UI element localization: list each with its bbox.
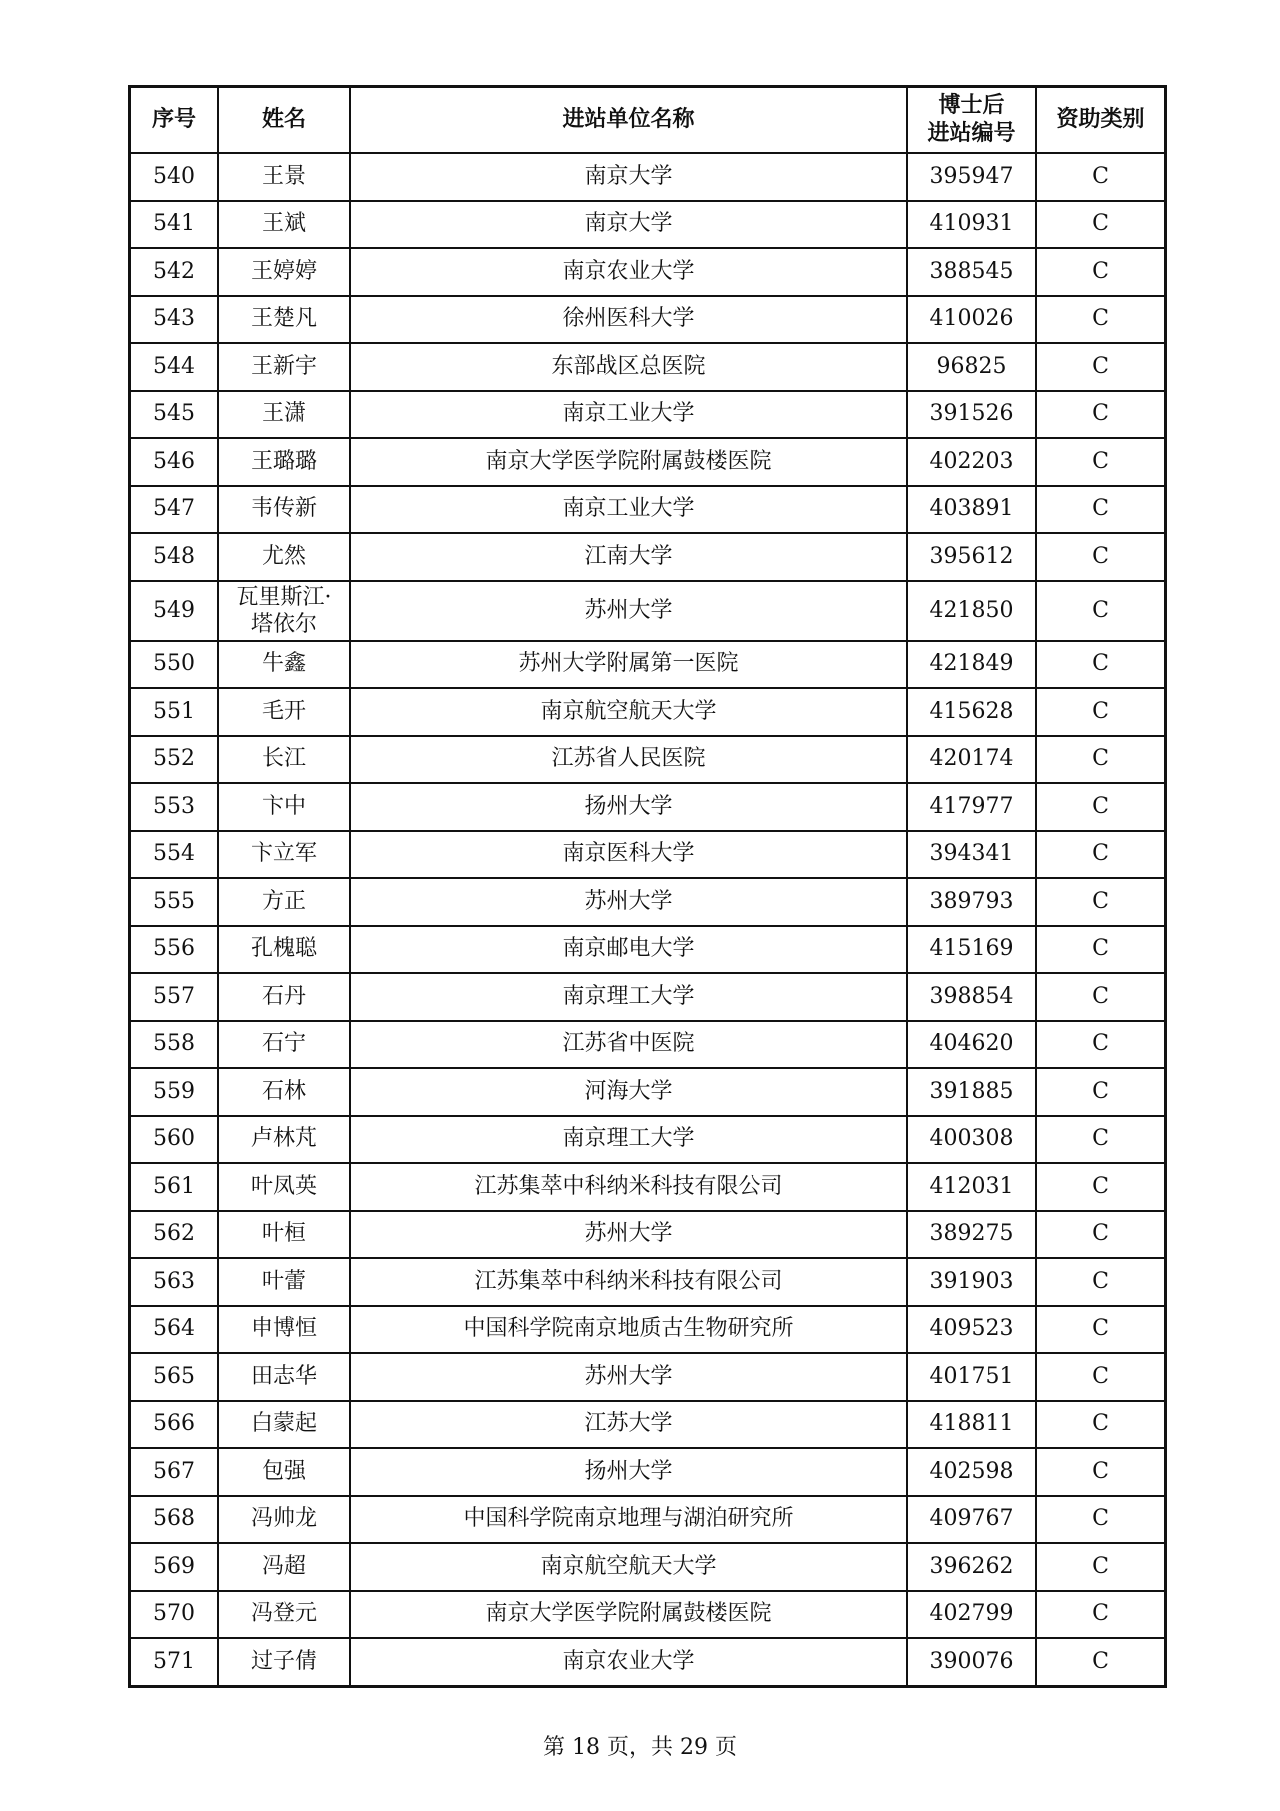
cell-unit: 南京邮电大学 xyxy=(350,926,907,974)
cell-type: C xyxy=(1036,1258,1166,1306)
cell-name: 王新宇 xyxy=(218,343,350,391)
cell-name: 王楚凡 xyxy=(218,296,350,344)
table-row xyxy=(130,486,1166,534)
table-row xyxy=(130,1163,1166,1211)
cell-type: C xyxy=(1036,1638,1166,1686)
cell-code: 418811 xyxy=(907,1401,1036,1449)
cell-type: C xyxy=(1036,1401,1166,1449)
cell-name: 王潇 xyxy=(218,391,350,439)
table-row xyxy=(130,533,1166,581)
cell-name: 包强 xyxy=(218,1448,350,1496)
cell-code: 415628 xyxy=(907,688,1036,736)
cell-index: 540 xyxy=(130,153,219,201)
postdoc-funding-table xyxy=(128,85,1167,1688)
table-row xyxy=(130,153,1166,201)
cell-code: 410026 xyxy=(907,296,1036,344)
table-row xyxy=(130,1306,1166,1354)
cell-code: 391903 xyxy=(907,1258,1036,1306)
cell-name-line2: 塔依尔 xyxy=(250,611,317,637)
cell-unit: 江苏省人民医院 xyxy=(350,736,907,784)
cell-type: C xyxy=(1036,1021,1166,1069)
cell-code: 395612 xyxy=(907,533,1036,581)
table-row xyxy=(130,878,1166,926)
table-row xyxy=(130,736,1166,784)
cell-unit: 南京工业大学 xyxy=(350,391,907,439)
cell-name: 过子倩 xyxy=(218,1638,350,1686)
cell-code: 390076 xyxy=(907,1638,1036,1686)
table-row xyxy=(130,1543,1166,1591)
cell-code: 394341 xyxy=(907,831,1036,879)
cell-name: 石丹 xyxy=(218,973,350,1021)
cell-code: 391885 xyxy=(907,1068,1036,1116)
cell-index: 569 xyxy=(130,1543,219,1591)
cell-type: C xyxy=(1036,296,1166,344)
cell-name: 毛开 xyxy=(218,688,350,736)
cell-unit: 南京大学医学院附属鼓楼医院 xyxy=(350,438,907,486)
cell-index: 570 xyxy=(130,1591,219,1639)
cell-index: 556 xyxy=(130,926,219,974)
cell-name: 方正 xyxy=(218,878,350,926)
cell-unit: 河海大学 xyxy=(350,1068,907,1116)
cell-index: 545 xyxy=(130,391,219,439)
cell-code: 96825 xyxy=(907,343,1036,391)
roster-table-container xyxy=(128,85,1153,1688)
cell-type: C xyxy=(1036,878,1166,926)
cell-unit: 江苏省中医院 xyxy=(350,1021,907,1069)
header-code-line1: 博士后 xyxy=(938,93,1005,118)
cell-unit: 扬州大学 xyxy=(350,1448,907,1496)
cell-name: 长江 xyxy=(218,736,350,784)
table-row xyxy=(130,391,1166,439)
cell-type: C xyxy=(1036,1353,1166,1401)
cell-unit: 苏州大学 xyxy=(350,581,907,641)
cell-name: 卢林芃 xyxy=(218,1116,350,1164)
cell-name-line1: 瓦里斯江· xyxy=(236,584,332,610)
cell-code: 391526 xyxy=(907,391,1036,439)
cell-name xyxy=(218,581,350,641)
cell-index: 544 xyxy=(130,343,219,391)
cell-index: 554 xyxy=(130,831,219,879)
cell-name: 卞中 xyxy=(218,783,350,831)
cell-unit: 苏州大学附属第一医院 xyxy=(350,641,907,689)
cell-index: 567 xyxy=(130,1448,219,1496)
cell-type: C xyxy=(1036,486,1166,534)
cell-name: 冯登元 xyxy=(218,1591,350,1639)
table-row xyxy=(130,641,1166,689)
cell-index: 552 xyxy=(130,736,219,784)
table-row xyxy=(130,1591,1166,1639)
table-row xyxy=(130,1448,1166,1496)
cell-type: C xyxy=(1036,926,1166,974)
cell-name: 韦传新 xyxy=(218,486,350,534)
cell-index: 558 xyxy=(130,1021,219,1069)
table-row xyxy=(130,1116,1166,1164)
cell-unit: 南京医科大学 xyxy=(350,831,907,879)
table-row xyxy=(130,438,1166,486)
cell-code: 417977 xyxy=(907,783,1036,831)
cell-name: 牛鑫 xyxy=(218,641,350,689)
cell-unit: 南京航空航天大学 xyxy=(350,1543,907,1591)
table-row xyxy=(130,296,1166,344)
cell-name: 白蒙起 xyxy=(218,1401,350,1449)
cell-name: 冯帅龙 xyxy=(218,1496,350,1544)
cell-code: 421849 xyxy=(907,641,1036,689)
table-row xyxy=(130,1021,1166,1069)
cell-code: 410931 xyxy=(907,201,1036,249)
cell-unit: 江苏集萃中科纳米科技有限公司 xyxy=(350,1163,907,1211)
cell-index: 564 xyxy=(130,1306,219,1354)
cell-code: 404620 xyxy=(907,1021,1036,1069)
cell-name: 石林 xyxy=(218,1068,350,1116)
cell-code: 409767 xyxy=(907,1496,1036,1544)
cell-index: 559 xyxy=(130,1068,219,1116)
cell-index: 557 xyxy=(130,973,219,1021)
cell-unit: 苏州大学 xyxy=(350,1353,907,1401)
header-name: 姓名 xyxy=(218,87,350,154)
cell-code: 402203 xyxy=(907,438,1036,486)
cell-unit: 苏州大学 xyxy=(350,878,907,926)
cell-type: C xyxy=(1036,1496,1166,1544)
cell-type: C xyxy=(1036,783,1166,831)
cell-unit: 江苏集萃中科纳米科技有限公司 xyxy=(350,1258,907,1306)
table-row xyxy=(130,201,1166,249)
cell-index: 565 xyxy=(130,1353,219,1401)
cell-code: 403891 xyxy=(907,486,1036,534)
cell-unit: 南京大学 xyxy=(350,201,907,249)
cell-index: 568 xyxy=(130,1496,219,1544)
cell-unit: 南京农业大学 xyxy=(350,248,907,296)
cell-index: 549 xyxy=(130,581,219,641)
cell-code: 389275 xyxy=(907,1211,1036,1259)
cell-name: 石宁 xyxy=(218,1021,350,1069)
header-code xyxy=(907,87,1036,154)
cell-name: 王景 xyxy=(218,153,350,201)
cell-unit: 江南大学 xyxy=(350,533,907,581)
page-number-footer: 第 18 页，共 29 页 xyxy=(543,1735,737,1760)
cell-unit: 苏州大学 xyxy=(350,1211,907,1259)
cell-code: 401751 xyxy=(907,1353,1036,1401)
cell-type: C xyxy=(1036,343,1166,391)
cell-type: C xyxy=(1036,248,1166,296)
cell-unit: 南京农业大学 xyxy=(350,1638,907,1686)
table-row xyxy=(130,343,1166,391)
table-header-row xyxy=(130,87,1166,154)
cell-index: 555 xyxy=(130,878,219,926)
cell-name: 田志华 xyxy=(218,1353,350,1401)
cell-index: 560 xyxy=(130,1116,219,1164)
header-unit: 进站单位名称 xyxy=(350,87,907,154)
cell-type: C xyxy=(1036,1163,1166,1211)
table-row xyxy=(130,1353,1166,1401)
cell-name: 冯超 xyxy=(218,1543,350,1591)
table-row xyxy=(130,926,1166,974)
cell-type: C xyxy=(1036,688,1166,736)
cell-type: C xyxy=(1036,1068,1166,1116)
cell-type: C xyxy=(1036,1543,1166,1591)
cell-code: 421850 xyxy=(907,581,1036,641)
table-row xyxy=(130,1211,1166,1259)
cell-index: 548 xyxy=(130,533,219,581)
table-row xyxy=(130,973,1166,1021)
cell-index: 561 xyxy=(130,1163,219,1211)
cell-name: 尤然 xyxy=(218,533,350,581)
table-row xyxy=(130,248,1166,296)
cell-unit: 南京工业大学 xyxy=(350,486,907,534)
cell-type: C xyxy=(1036,1448,1166,1496)
cell-type: C xyxy=(1036,973,1166,1021)
cell-type: C xyxy=(1036,581,1166,641)
table-row xyxy=(130,581,1166,641)
cell-unit: 江苏大学 xyxy=(350,1401,907,1449)
table-row xyxy=(130,1401,1166,1449)
header-code-line2: 进站编号 xyxy=(927,121,1016,146)
cell-index: 550 xyxy=(130,641,219,689)
cell-unit: 南京理工大学 xyxy=(350,1116,907,1164)
cell-type: C xyxy=(1036,736,1166,784)
cell-unit: 南京理工大学 xyxy=(350,973,907,1021)
cell-type: C xyxy=(1036,1306,1166,1354)
cell-unit: 东部战区总医院 xyxy=(350,343,907,391)
cell-type: C xyxy=(1036,391,1166,439)
cell-name: 王斌 xyxy=(218,201,350,249)
cell-name: 卞立军 xyxy=(218,831,350,879)
cell-type: C xyxy=(1036,1211,1166,1259)
cell-code: 396262 xyxy=(907,1543,1036,1591)
cell-type: C xyxy=(1036,641,1166,689)
cell-index: 542 xyxy=(130,248,219,296)
cell-type: C xyxy=(1036,1591,1166,1639)
header-index: 序号 xyxy=(130,87,219,154)
cell-code: 412031 xyxy=(907,1163,1036,1211)
cell-code: 395947 xyxy=(907,153,1036,201)
cell-name: 申博恒 xyxy=(218,1306,350,1354)
table-row xyxy=(130,1258,1166,1306)
cell-code: 388545 xyxy=(907,248,1036,296)
cell-index: 553 xyxy=(130,783,219,831)
cell-unit: 扬州大学 xyxy=(350,783,907,831)
cell-unit: 南京大学 xyxy=(350,153,907,201)
table-row xyxy=(130,1496,1166,1544)
cell-code: 402799 xyxy=(907,1591,1036,1639)
cell-unit: 徐州医科大学 xyxy=(350,296,907,344)
cell-code: 398854 xyxy=(907,973,1036,1021)
cell-index: 571 xyxy=(130,1638,219,1686)
cell-name: 王璐璐 xyxy=(218,438,350,486)
cell-code: 402598 xyxy=(907,1448,1036,1496)
table-row xyxy=(130,831,1166,879)
cell-name: 叶蕾 xyxy=(218,1258,350,1306)
cell-type: C xyxy=(1036,438,1166,486)
table-row xyxy=(130,688,1166,736)
cell-code: 415169 xyxy=(907,926,1036,974)
cell-code: 400308 xyxy=(907,1116,1036,1164)
cell-name: 王婷婷 xyxy=(218,248,350,296)
cell-index: 563 xyxy=(130,1258,219,1306)
cell-unit: 南京大学医学院附属鼓楼医院 xyxy=(350,1591,907,1639)
cell-name: 叶凤英 xyxy=(218,1163,350,1211)
cell-index: 546 xyxy=(130,438,219,486)
table-row xyxy=(130,1638,1166,1686)
cell-code: 409523 xyxy=(907,1306,1036,1354)
cell-type: C xyxy=(1036,533,1166,581)
cell-unit: 南京航空航天大学 xyxy=(350,688,907,736)
cell-index: 541 xyxy=(130,201,219,249)
cell-code: 420174 xyxy=(907,736,1036,784)
cell-type: C xyxy=(1036,201,1166,249)
cell-unit: 中国科学院南京地质古生物研究所 xyxy=(350,1306,907,1354)
cell-index: 547 xyxy=(130,486,219,534)
cell-name: 叶桓 xyxy=(218,1211,350,1259)
table-row xyxy=(130,1068,1166,1116)
cell-index: 543 xyxy=(130,296,219,344)
cell-code: 389793 xyxy=(907,878,1036,926)
cell-type: C xyxy=(1036,153,1166,201)
cell-name: 孔槐聪 xyxy=(218,926,350,974)
cell-type: C xyxy=(1036,1116,1166,1164)
header-type: 资助类别 xyxy=(1036,87,1166,154)
cell-index: 566 xyxy=(130,1401,219,1449)
cell-unit: 中国科学院南京地理与湖泊研究所 xyxy=(350,1496,907,1544)
table-row xyxy=(130,783,1166,831)
cell-index: 551 xyxy=(130,688,219,736)
cell-index: 562 xyxy=(130,1211,219,1259)
cell-type: C xyxy=(1036,831,1166,879)
